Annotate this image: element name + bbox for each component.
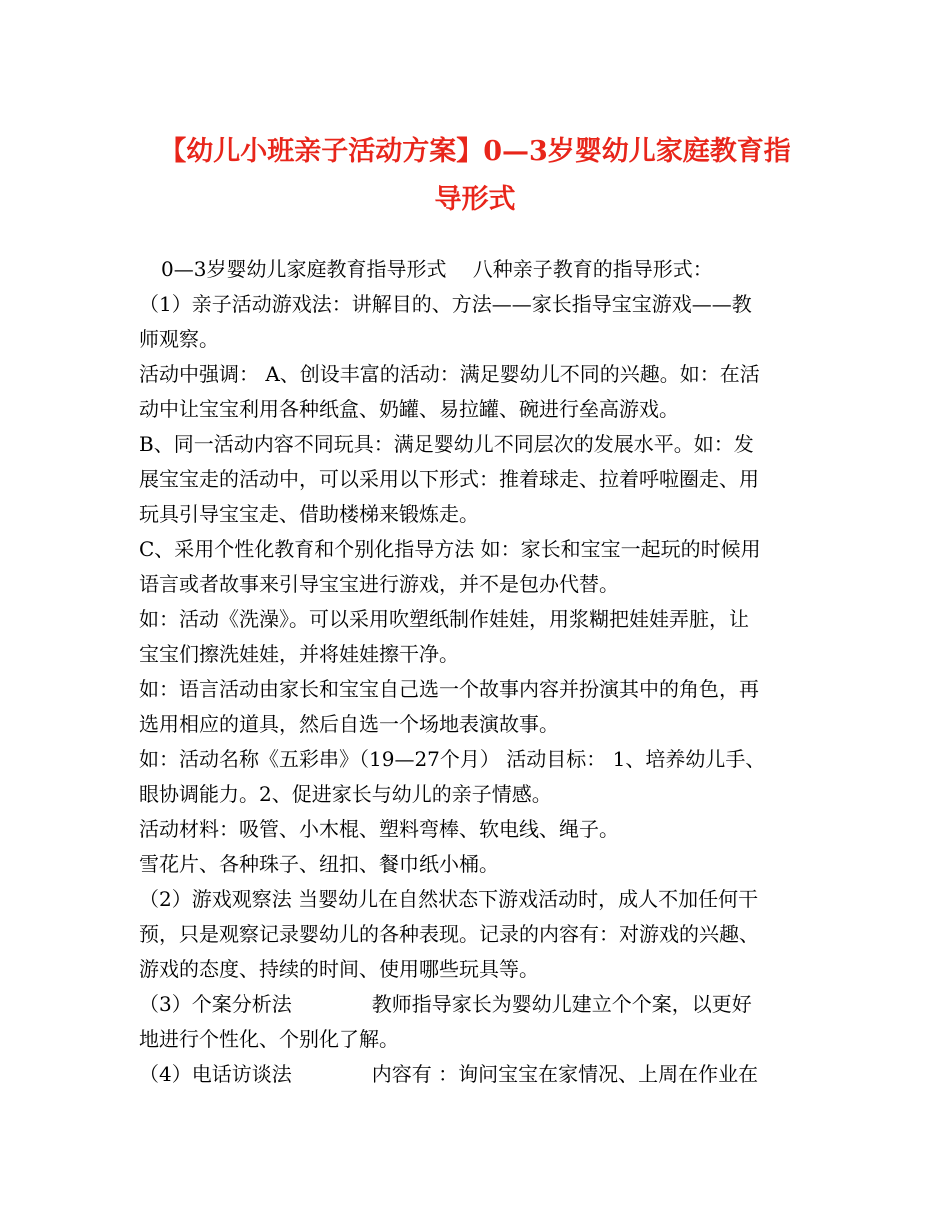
paragraph-line: 动中让宝宝利用各种纸盒、奶罐、易拉罐、碗进行垒高游戏。 [139, 397, 679, 421]
paragraph-line: 玩具引导宝宝走、借助楼梯来锻炼走。 [139, 502, 479, 526]
paragraph-line: 活动中强调： A、创设丰富的活动：满足婴幼儿不同的兴趣。如：在活 [139, 362, 760, 386]
paragraph-line: （3）个案分析法 教师指导家长为婴幼儿建立个个案，以更好 [139, 992, 752, 1016]
paragraph-line: 活动材料：吸管、小木棍、塑料弯棒、软电线、绳子。 [139, 817, 619, 841]
paragraph-line: 展宝宝走的活动中，可以采用以下形式：推着球走、拉着呼啦圈走、用 [139, 467, 759, 491]
document-body [139, 252, 819, 1092]
paragraph-line: 预，只是观察记录婴幼儿的各种表现。记录的内容有：对游戏的兴趣、 [139, 922, 759, 946]
paragraph-line: （2）游戏观察法 当婴幼儿在自然状态下游戏活动时，成人不加任何干 [139, 887, 759, 911]
paragraph-line: 眼协调能力。2、促进家长与幼儿的亲子情感。 [139, 782, 552, 806]
paragraph-line: 如：活动《洗澡》。可以采用吹塑纸制作娃娃，用浆糊把娃娃弄脏，让 [139, 607, 749, 631]
title-line-1: 【幼儿小班亲子活动方案】0—3岁婴幼儿家庭教育指 [159, 136, 791, 167]
paragraph-line: 地进行个性化、个别化了解。 [139, 1027, 399, 1051]
paragraph-line: 如：语言活动由家长和宝宝自己选一个故事内容并扮演其中的角色，再 [139, 677, 759, 701]
paragraph-line: 0—3岁婴幼儿家庭教育指导形式 八种亲子教育的指导形式： [161, 257, 713, 281]
paragraph-line: （4）电话访谈法 内容有 ：询问宝宝在家情况、上周在作业在 [139, 1062, 759, 1086]
paragraph-line: 师观察。 [139, 327, 219, 351]
paragraph-line: 语言或者故事来引导宝宝进行游戏，并不是包办代替。 [139, 572, 619, 596]
paragraph-line: 宝宝们擦洗娃娃，并将娃娃擦干净。 [139, 642, 459, 666]
paragraph-line: 如：活动名称《五彩串》（19—27个月） 活动目标： 1、培养幼儿手、 [139, 747, 766, 771]
paragraph-line: B、同一活动内容不同玩具：满足婴幼儿不同层次的发展水平。如：发 [139, 432, 754, 456]
paragraph-line: （1）亲子活动游戏法：讲解目的、方法——家长指导宝宝游戏——教 [139, 292, 752, 316]
paragraph-line: 游戏的态度、持续的时间、使用哪些玩具等。 [139, 957, 539, 981]
paragraph-line: 选用相应的道具，然后自选一个场地表演故事。 [139, 712, 559, 736]
title-line-2: 导形式 [434, 184, 516, 215]
paragraph-line: C、采用个性化教育和个别化指导方法 如：家长和宝宝一起玩的时候用 [139, 537, 761, 561]
document-title [120, 128, 830, 224]
paragraph-line: 雪花片、各种珠子、纽扣、餐巾纸小桶。 [139, 852, 499, 876]
